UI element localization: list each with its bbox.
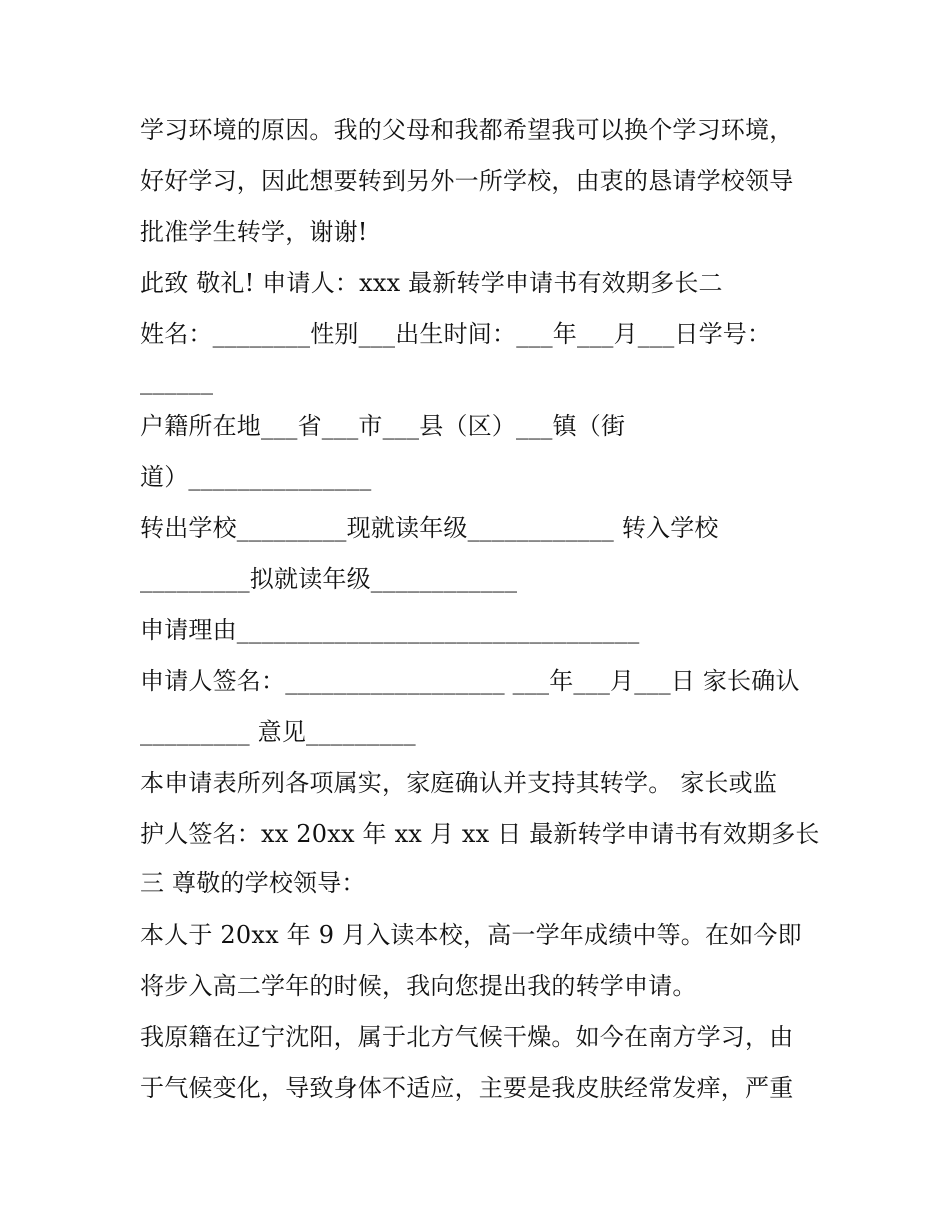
text-line: 批准学生转学，谢谢! [140,218,368,246]
text-line: 于气候变化，导致身体不适应，主要是我皮肤经常发痒，严重 [140,1074,794,1102]
text-line: 学习环境的原因。我的父母和我都希望我可以换个学习环境， [140,116,794,144]
text-line: 将步入高二学年的时候，我向您提出我的转学申请。 [140,972,697,1000]
text-line: 好好学习，因此想要转到另外一所学校，由衷的恳请学校领导 [140,167,794,195]
form-line-student-id: ______ [140,367,214,395]
form-line-opinion: _________ 意见_________ [140,718,416,746]
form-line-grade: _________拟就读年级____________ [140,565,518,593]
section-heading: 三 尊敬的学校领导： [140,869,366,897]
text-line: 此致 敬礼! 申请人：xxx 最新转学申请书有效期多长二 [140,269,723,297]
text-line: 护人签名：xx 20xx 年 xx 月 xx 日 最新转学申请书有效期多长 [140,820,820,848]
text-line: 本申请表所列各项属实，家庭确认并支持其转学。 家长或监 [140,769,778,797]
form-line-street: 道）_______________ [140,463,372,491]
form-line-residence: 户籍所在地___省___市___县（区）___镇（街 [140,412,626,440]
form-line-reason: 申请理由_________________________________ [140,616,640,644]
text-line: 本人于 20xx 年 9 月入读本校，高一学年成绩中等。在如今即 [140,921,802,949]
form-line-transfer-out: 转出学校_________现就读年级____________ 转入学校 [140,514,719,542]
form-line-signature: 申请人签名：__________________ ___年___月___日 家长确认 [140,667,800,695]
text-line: 我原籍在辽宁沈阳，属于北方气候干燥。如今在南方学习，由 [140,1023,794,1051]
form-line-name: 姓名：________性别___出生时间：___年___月___日学号： [140,320,772,348]
